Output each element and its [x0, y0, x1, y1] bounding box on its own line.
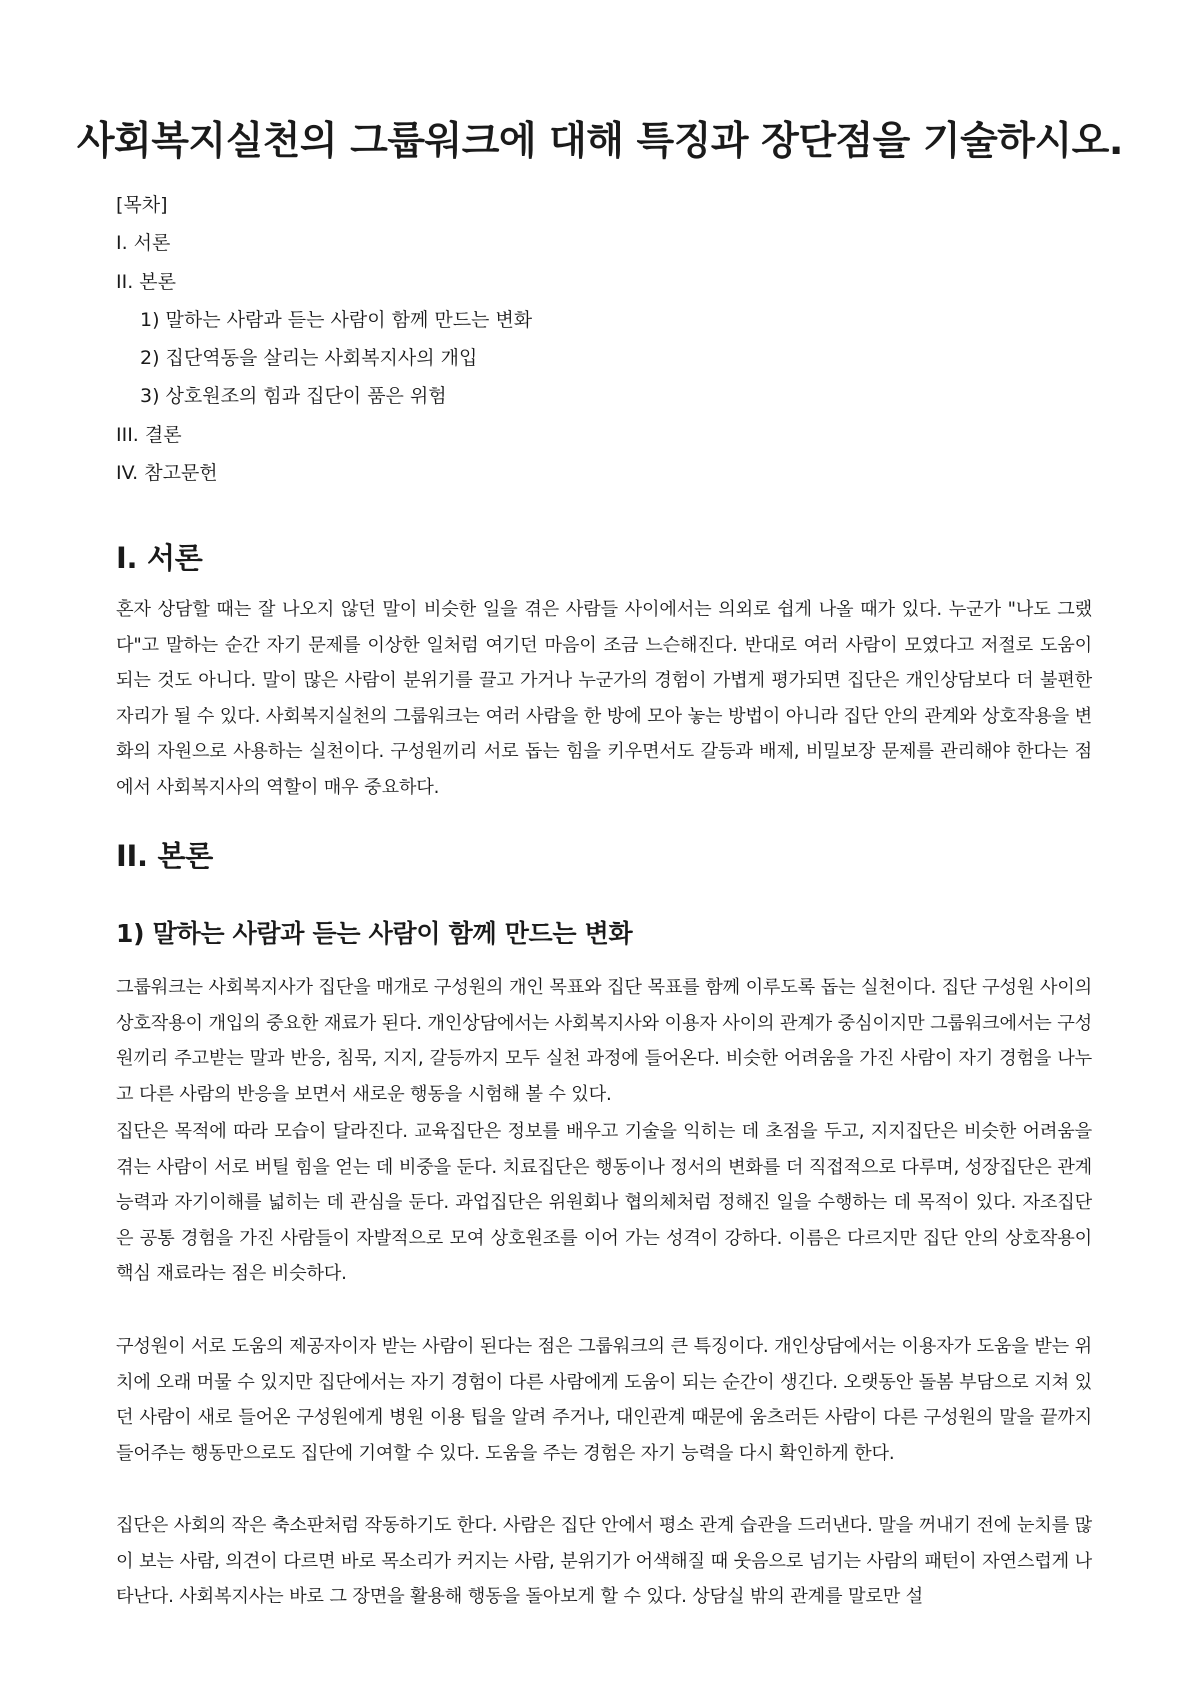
body-1-paragraph-4: 집단은 사회의 작은 축소판처럼 작동하기도 한다. 사람은 집단 안에서 평소 관계 습관을 드러낸다. 말을 꺼내기 전에 눈치를 많이 보는 사람, 의견이 다르면 바로 목소리가 커지는 사람, 분위기가 어색해질 때 웃음으로 넘기는 사람의 패턴이 자연스럽게 나타난다. 사회복지사는 바로 그 장면을 활용해 행동을 돌아보게 할 수 있다. 상담실 밖의 관계를 말로만 설: [116, 1515, 1092, 1608]
body-1-paragraph-2: 집단은 목적에 따라 모습이 달라진다. 교육집단은 정보를 배우고 기술을 익히는 데 초점을 두고, 지지집단은 비슷한 어려움을 겪는 사람이 서로 버틸 힘을 얻는 데 비중을 둔다. 치료집단은 행동이나 정서의 변화를 더 직접적으로 다루며, 성장집단은 관계 능력과 자기이해를 넓히는 데 관심을 둔다. 과업집단은 위원회나 협의체처럼 정해진 일을 수행하는 데 목적이 있다. 자조집단은 공통 경험을 가진 사람들이 자발적으로 모여 상호원조를 이어 가는 성격이 강하다. 이름은 다르지만 집단 안의 상호작용이 핵심 재료라는 점은 비슷하다.: [116, 1121, 1092, 1285]
document-title: 사회복지실천의 그룹워크에 대해 특징과 장단점을 기술하시오.: [76, 119, 1124, 164]
toc-item-conclusion: III. 결론: [116, 423, 182, 446]
intro-heading: I. 서론: [116, 541, 203, 575]
intro-paragraph: 혼자 상담할 때는 잘 나오지 않던 말이 비슷한 일을 겪은 사람들 사이에서는 의외로 쉽게 나올 때가 있다. 누군가 "나도 그랬다"고 말하는 순간 자기 문제를 이상한 일처럼 여기던 마음이 조금 느슨해진다. 반대로 여러 사람이 모였다고 저절로 도움이 되는 것도 아니다. 말이 많은 사람이 분위기를 끌고 가거나 누군가의 경험이 가볍게 평가되면 집단은 개인상담보다 더 불편한 자리가 될 수 있다. 사회복지실천의 그룹워크는 여러 사람을 한 방에 모아 놓는 방법이 아니라 집단 안의 관계와 상호작용을 변화의 자원으로 사용하는 실천이다. 구성원끼리 서로 돕는 힘을 키우면서도 갈등과 배제, 비밀보장 문제를 관리해야 한다는 점에서 사회복지사의 역할이 매우 중요하다.: [116, 599, 1092, 798]
toc-item-body-2: 2) 집단역동을 살리는 사회복지사의 개입: [140, 347, 478, 370]
body-1-paragraph-3: 구성원이 서로 도움의 제공자이자 받는 사람이 된다는 점은 그룹워크의 큰 특징이다. 개인상담에서는 이용자가 도움을 받는 위치에 오래 머물 수 있지만 집단에서는 자기 경험이 다른 사람에게 도움이 되는 순간이 생긴다. 오랫동안 돌봄 부담으로 지쳐 있던 사람이 새로 들어온 구성원에게 병원 이용 팁을 알려 주거나, 대인관계 때문에 움츠러든 사람이 다른 구성원의 말을 끝까지 들어주는 행동만으로도 집단에 기여할 수 있다. 도움을 주는 경험은 자기 능력을 다시 확인하게 한다.: [116, 1336, 1092, 1464]
toc-header: [목차]: [116, 194, 168, 216]
toc-item-intro: I. 서론: [116, 232, 171, 255]
toc-item-references: IV. 참고문헌: [116, 462, 218, 485]
body-1-paragraph-1: 그룹워크는 사회복지사가 집단을 매개로 구성원의 개인 목표와 집단 목표를 함께 이루도록 돕는 실천이다. 집단 구성원 사이의 상호작용이 개입의 중요한 재료가 된다. 개인상담에서는 사회복지사와 이용자 사이의 관계가 중심이지만 그룹워크에서는 구성원끼리 주고받는 말과 반응, 침묵, 지지, 갈등까지 모두 실천 과정에 들어온다. 비슷한 어려움을 가진 사람이 자기 경험을 나누고 다른 사람의 반응을 보면서 새로운 행동을 시험해 볼 수 있다.: [116, 977, 1092, 1105]
body-subheading-1: 1) 말하는 사람과 듣는 사람이 함께 만드는 변화: [116, 919, 633, 948]
toc-item-body-1: 1) 말하는 사람과 듣는 사람이 함께 만드는 변화: [140, 308, 533, 331]
table-of-contents: [116, 190, 532, 496]
toc-item-body: II. 본론: [116, 270, 176, 293]
toc-item-body-3: 3) 상호원조의 힘과 집단이 품은 위험: [140, 385, 447, 408]
body-heading: II. 본론: [116, 839, 213, 873]
